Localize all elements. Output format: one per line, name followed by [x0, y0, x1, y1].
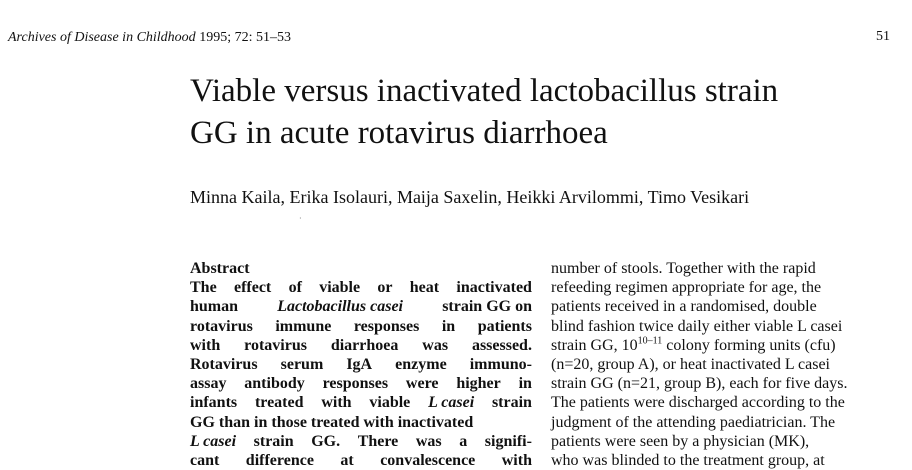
running-head — [8, 30, 291, 46]
abstract-line: rotavirus immune responses in patients — [190, 317, 532, 335]
body-line: patients were seen by a physician (MK), — [551, 432, 810, 450]
abstract-line: L casei strain GG. There was a signifi- — [190, 432, 532, 450]
abstract-heading: Abstract — [190, 260, 250, 277]
abstract-line: Rotavirus serum IgA enzyme immuno- — [190, 356, 532, 374]
body-line: (n=20, group A), or heat inactivated L casei — [551, 356, 830, 374]
article-title — [190, 70, 890, 154]
body-line: blind fashion twice daily either viable L casei — [551, 317, 843, 335]
title-line-1: Viable versus inactivated lactobacillus strain — [190, 73, 779, 109]
exponent: 10–11 — [637, 335, 663, 347]
body-column — [551, 259, 893, 470]
abstract-line: human Lactobacillus casei strain GG on — [190, 298, 532, 316]
abstract-line: GG than in those treated with inactivated — [190, 413, 474, 431]
body-line: judgment of the attending paediatrician. The — [551, 413, 836, 431]
body-line: number of stools. Together with the rapid — [551, 260, 816, 277]
page-number: 51 — [876, 29, 890, 44]
body-line: who was blinded to the treatment group, at — [551, 452, 825, 470]
decorative-dot: · — [299, 214, 302, 223]
title-line-2: GG in acute rotavirus diarrhoea — [190, 115, 608, 151]
abstract-line: infants treated with viable L casei strain — [190, 394, 532, 412]
body-line: refeeding regimen appropriate for age, the — [551, 279, 822, 297]
abstract-line: with rotavirus diarrhoea was assessed. — [190, 336, 532, 354]
abstract-line: cant difference at convalescence with — [190, 452, 532, 470]
author-list: Minna Kaila, Erika Isolauri, Maija Saxelin, Heikki Arvilommi, Timo Vesikari — [190, 187, 750, 207]
body-line: The patients were discharged according to the — [551, 394, 845, 412]
abstract-line: assay antibody responses were higher in — [190, 375, 532, 393]
abstract-column — [190, 259, 532, 470]
body-line: strain GG, 10$^{10-11}$ colony forming units (cfu) — [551, 335, 836, 354]
citation: 1995; 72: 51–53 — [195, 30, 291, 45]
body-line: strain GG (n=21, group B), each for five days. — [551, 375, 848, 393]
body-line: patients received in a randomised, double — [551, 298, 817, 316]
abstract-line: The effect of viable or heat inactivated — [190, 279, 532, 297]
journal-name: Archives of Disease in Childhood — [8, 30, 196, 45]
